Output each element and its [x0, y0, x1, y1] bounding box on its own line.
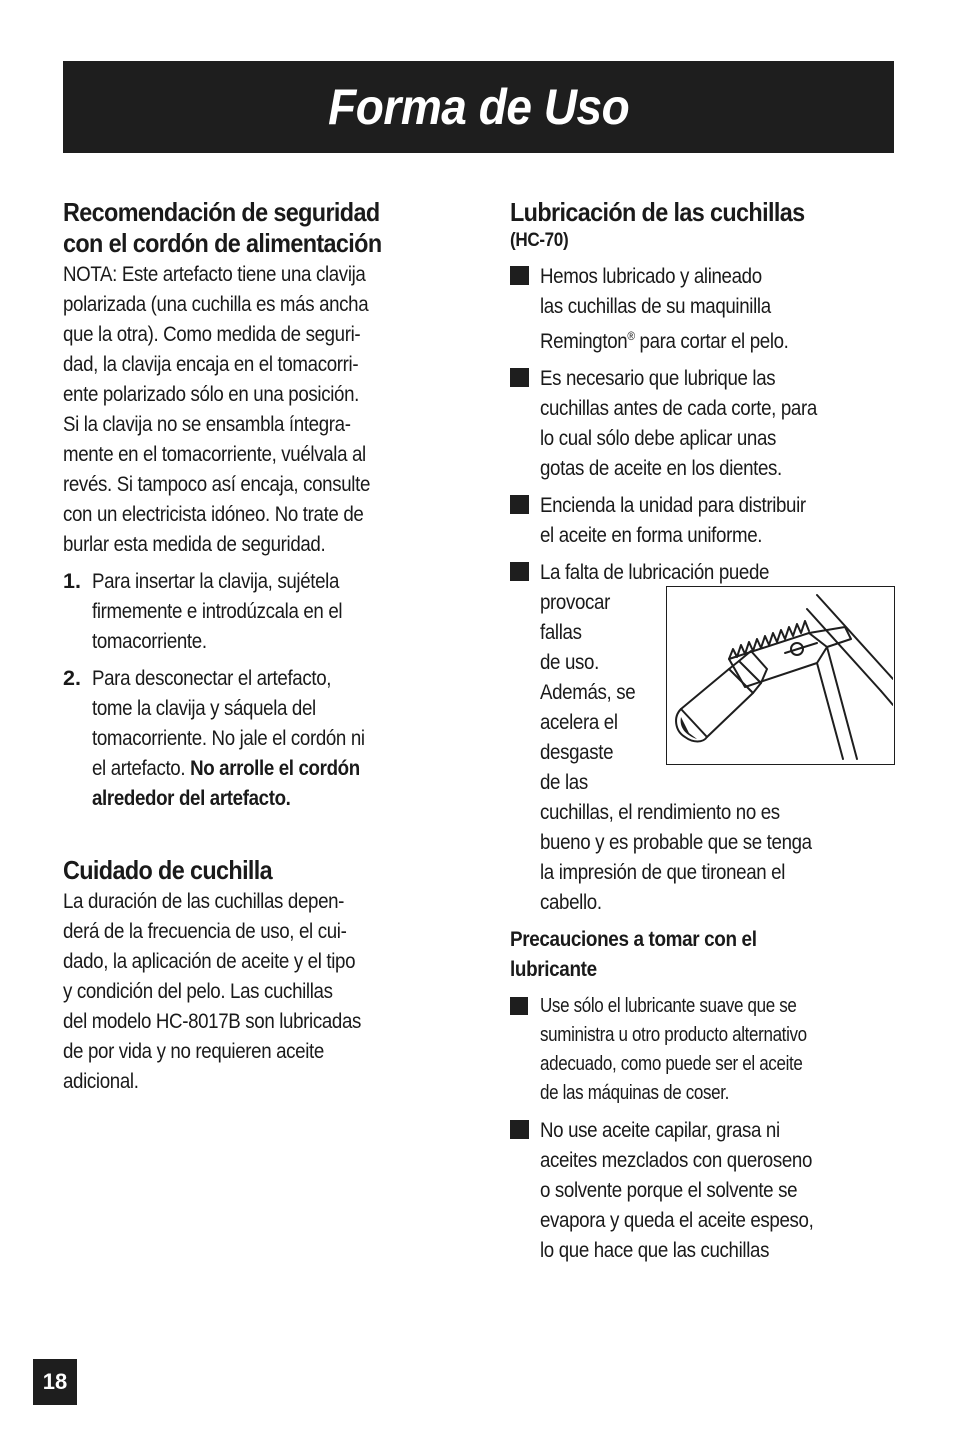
- step-2: [63, 663, 455, 813]
- bullet-line: evapora y queda el aceite espeso,: [540, 1208, 814, 1233]
- step-1: [63, 566, 455, 656]
- paragraph-line: revés. Si tampoco así encaja, consulte: [63, 472, 371, 496]
- bullet-line: cuchillas, el rendimiento no es: [540, 800, 780, 825]
- bullet-line: Es necesario que lubrique las: [540, 366, 776, 391]
- lubrication-bullet-1: [510, 261, 900, 356]
- paragraph-line: NOTA: Este artefacto tiene una clavija: [63, 262, 366, 286]
- bullet-line: las cuchillas de su maquinilla: [540, 294, 771, 318]
- step-line: Para desconectar el artefacto,: [92, 666, 332, 690]
- bullet-line: de las máquinas de coser.: [540, 1082, 730, 1105]
- bullet-line: aceites mezclados con queroseno: [540, 1148, 813, 1173]
- bullet-line: acelera el: [540, 710, 618, 735]
- blade-care-section: [63, 855, 455, 1096]
- square-bullet-icon: [510, 368, 529, 387]
- bullet-line: de las: [540, 770, 588, 795]
- paragraph-line: y condición del pelo. Las cuchillas: [63, 979, 333, 1003]
- bullet-line: No use aceite capilar, grasa ni: [540, 1118, 780, 1143]
- precaution-bullet-1: [510, 992, 900, 1108]
- bullet-line: Hemos lubricado y alineado: [540, 264, 762, 288]
- safety-section: [63, 197, 455, 813]
- bullet-line: provocar: [540, 590, 610, 615]
- step-text-warning-end: alrededor del artefacto.: [92, 786, 291, 810]
- precautions-title-line-2: lubricante: [510, 958, 597, 982]
- clipper-oiling-illustration-icon: [667, 587, 893, 763]
- bullet-text: para cortar el pelo.: [634, 329, 789, 354]
- lubrication-bullet-2: [510, 363, 900, 483]
- step-line-mixed: [92, 753, 408, 783]
- paragraph-line: adicional.: [63, 1069, 139, 1093]
- paragraph-line: del modelo HC-8017B son lubricadas: [63, 1009, 362, 1033]
- lubrication-model: (HC-70): [510, 230, 569, 251]
- bullet-line: Encienda la unidad para distribuir: [540, 493, 806, 518]
- paragraph-line: con un electricista idóneo. No trate de: [63, 502, 364, 526]
- precautions-title-line-1: Precauciones a tomar con el: [510, 928, 757, 952]
- square-bullet-icon: [510, 266, 529, 285]
- title-banner: [63, 61, 894, 153]
- paragraph-line: burlar esta medida de seguridad.: [63, 532, 326, 556]
- blade-care-title: Cuidado de cuchilla: [63, 855, 273, 885]
- page-title: Forma de Uso: [327, 79, 630, 135]
- bullet-line: La falta de lubricación puede: [540, 560, 770, 585]
- step-line: tomacorriente.: [92, 629, 207, 653]
- paragraph-line: de por vida y no requieren aceite: [63, 1039, 324, 1063]
- paragraph-line: Si la clavija no se ensambla íntegra-: [63, 412, 351, 436]
- lubrication-section: [510, 197, 900, 917]
- step-text-plain: el artefacto.: [92, 756, 191, 780]
- safety-title-line-2: con el cordón de alimentación: [63, 228, 382, 258]
- paragraph-line: dad, la clavija encaja en el tomacorri-: [63, 352, 359, 376]
- bullet-line: suministra u otro producto alternativo: [540, 1024, 807, 1047]
- step-line: tomacorriente. No jale el cordón ni: [92, 726, 365, 750]
- bullet-line: bueno y es probable que se tenga: [540, 830, 812, 855]
- bullet-line: Use sólo el lubricante suave que se: [540, 995, 797, 1018]
- square-bullet-icon: [510, 997, 528, 1015]
- bullet-line: cuchillas antes de cada corte, para: [540, 396, 817, 421]
- paragraph-line: polarizada (una cuchilla es más ancha: [63, 292, 369, 316]
- page-number: 18: [42, 1369, 68, 1394]
- paragraph-line: ente polarizado sólo en una posición.: [63, 382, 359, 406]
- bullet-line: adecuado, como puede ser el aceite: [540, 1053, 803, 1076]
- step-text-warning: No arrolle el cordón: [190, 756, 360, 780]
- step-number: 2.: [63, 666, 81, 690]
- clipper-oiling-figure: [666, 586, 895, 765]
- bullet-line: desgaste: [540, 740, 614, 765]
- paragraph-line: mente en el tomacorriente, vuélvala al: [63, 442, 366, 466]
- bullet-line: el aceite en forma uniforme.: [540, 523, 763, 548]
- brand-name: Remington: [540, 329, 628, 354]
- step-line: Para insertar la clavija, sujétela: [92, 569, 340, 593]
- paragraph-line: La duración de las cuchillas depen-: [63, 889, 345, 913]
- bullet-line: cabello.: [540, 890, 602, 915]
- bullet-line: o solvente porque el solvente se: [540, 1178, 798, 1203]
- lubrication-bullet-3: [510, 490, 900, 550]
- step-number: 1.: [63, 569, 81, 593]
- bullet-line: la impresión de que tironean el: [540, 860, 786, 885]
- safety-paragraph: [63, 259, 455, 559]
- bullet-line: lo que hace que las cuchillas: [540, 1238, 770, 1263]
- precaution-bullet-2: [510, 1115, 900, 1265]
- paragraph-line: dado, la aplicación de aceite y el tipo: [63, 949, 356, 973]
- bullet-line: Además, se: [540, 680, 636, 705]
- square-bullet-icon: [510, 562, 529, 581]
- bullet-line: gotas de aceite en los dientes.: [540, 456, 782, 481]
- paragraph-line: derá de la frecuencia de uso, el cui-: [63, 919, 347, 943]
- safety-title-line-1: Recomendación de seguridad: [63, 197, 380, 227]
- left-column: [63, 197, 455, 1096]
- bullet-line: lo cual sólo debe aplicar unas: [540, 426, 777, 451]
- lubrication-title: Lubricación de las cuchillas: [510, 197, 805, 227]
- bullet-line: fallas: [540, 620, 582, 645]
- square-bullet-icon: [510, 495, 529, 514]
- page-number-badge: [33, 1359, 77, 1405]
- precautions-section: [510, 925, 900, 1265]
- bullet-line-brand: [540, 321, 853, 356]
- bullet-line: de uso.: [540, 650, 599, 675]
- registered-mark: ®: [627, 329, 635, 343]
- square-bullet-icon: [510, 1120, 529, 1139]
- paragraph-line: que la otra). Como medida de seguri-: [63, 322, 361, 346]
- step-line: firmemente e introdúzcala en el: [92, 599, 343, 623]
- step-line: tome la clavija y sáquela del: [92, 696, 316, 720]
